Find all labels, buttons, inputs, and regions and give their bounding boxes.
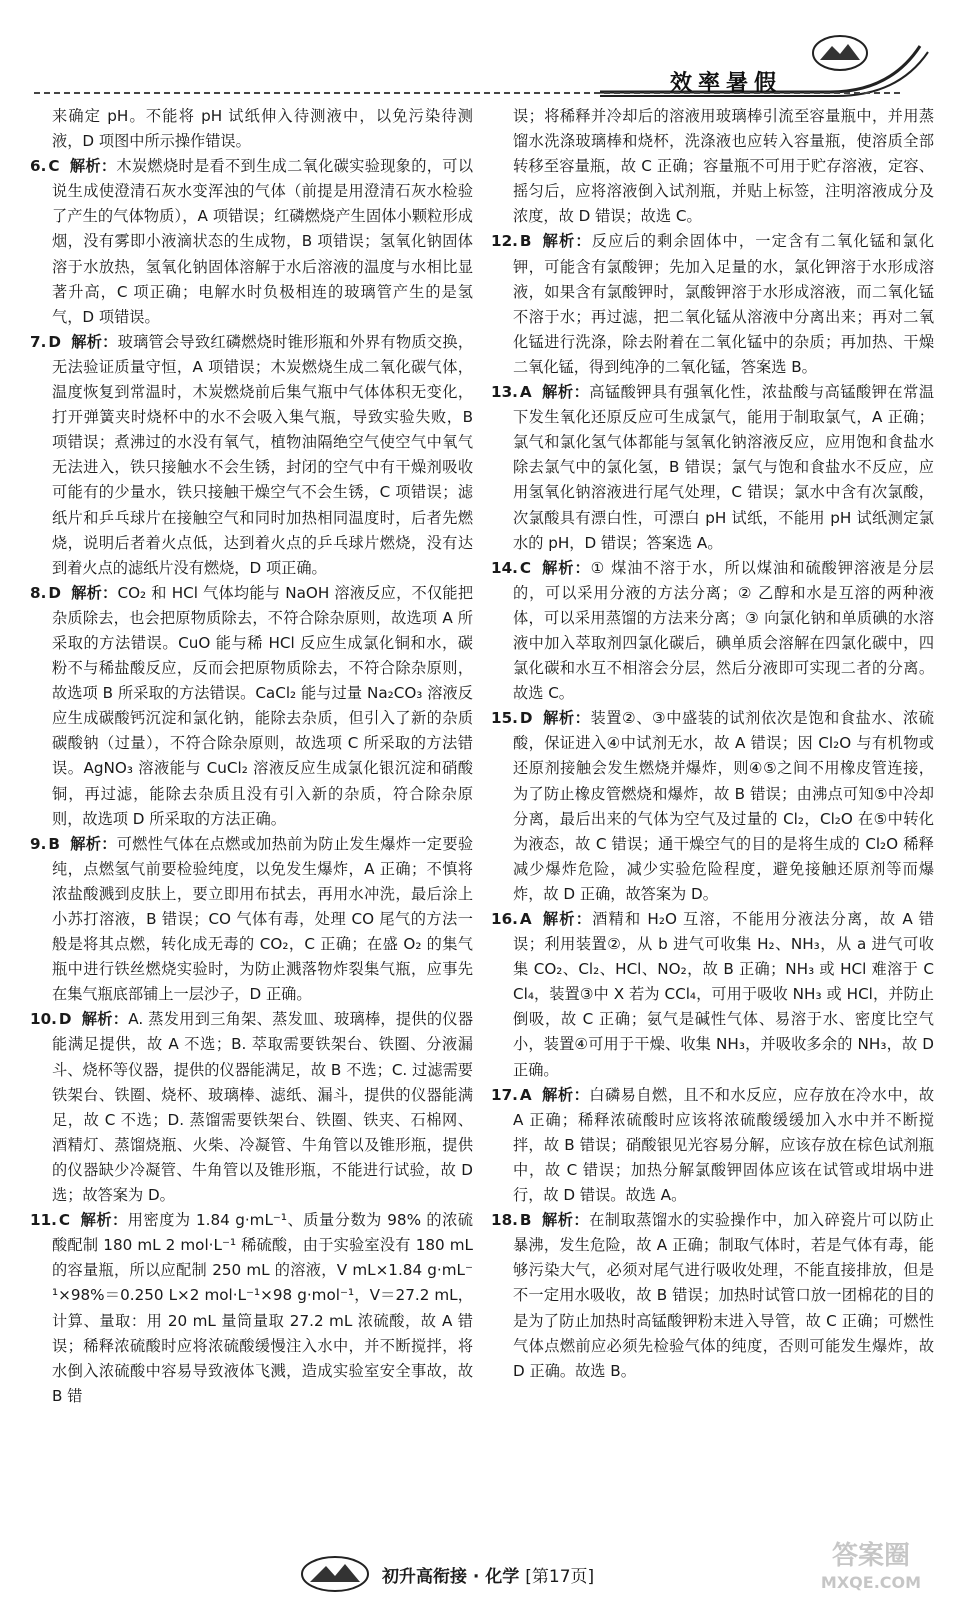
analysis-text: 玻璃管会导致红磷燃烧时锥形瓶和外界有物质交换，无法验证质量守恒，A 项错误；木炭燃烧生成二氧化碳气体，温度恢复到常温时，木炭燃烧前后集气瓶中气体体积无变化，打开弹簧夹时烧杯中的水不会吸入集气瓶，导致实验失败，B 项错误；煮沸过的水没有氧气，植物油隔绝空气使空气中氧气无法进入，铁只接触水不会生锈，封闭的空气中有干燥剂吸收可能有的少量水，铁只接触干燥空气不会生锈，C 项错误；滤纸片和乒乓球片在接触空气和同时加热相同温度时，后者先燃烧，说明后者着火点低，达到着火点的乒乓球片燃烧，没有达到着火点的滤纸片没有燃烧，D 项正确。: [52, 332, 474, 577]
analysis-text: 酒精和 H₂O 互溶，不能用分液法分离，故 A 错误；利用装置②，从 b 进气可收集 H₂、NH₃，从 a 进气可收集 CO₂、Cl₂、HCl、NO₂，故 B 正确；NH₃ 或 HCl 难溶于 CCl₄，装置③中 X 若为 CCl₄，可用于吸收 NH₃ 或 HCl，并防止倒吸，故 C 正确；氨气是碱性气体、易溶于水、密度比空气小，装置④可用于干燥、收集 NH₃，并吸收多余的 NH₃，故 D 正确。: [513, 910, 934, 1079]
analysis-label: 解析：: [541, 558, 591, 577]
answer-item: [491, 229, 934, 380]
answer-item: [491, 1083, 934, 1208]
analysis-label: 解析：: [541, 383, 590, 402]
answer-item: [491, 556, 934, 707]
item-number: 13.: [491, 383, 518, 402]
analysis-label: 解析：: [81, 1010, 129, 1029]
analysis-text: ① 煤油不溶于水，所以煤油和硫酸钾溶液是分层的，可以采用分液的方法分离；② 乙醇和水是互溶的两种液体，可以采用蒸馏的方法来分离；③ 向氯化钠和单质碘的水溶液中加入萃取剂四氯化碳后，碘单质会溶解在四氯化碳中，四氯化碳和水互不相溶会分层，然后分液即可实现二者的分离。故选 C。: [513, 558, 934, 703]
analysis-text: CO₂ 和 HCl 气体均能与 NaOH 溶液反应，不仅能把杂质除去，也会把原物质除去，不符合除杂原则，故选项 A 所采取的方法错误。CuO 能与稀 HCl 反应生成氯化铜和水，碳粉不与稀盐酸反应，反而会把原物质除去，不符合除杂原则，故选项 B 所采取的方法错误。CaCl₂ 能与过量 Na₂CO₃ 溶液反应生成碳酸钙沉淀和氯化钠，能除去杂质，但引入了新的杂质碳酸钠（过量），不符合除杂原则，故选项 C 所采取的方法错误。AgNO₃ 溶液能与 CuCl₂ 溶液反应生成氯化银沉淀和硝酸铜，再过滤，能除去杂质且没有引入新的杂质，符合除杂原则，故选项 D 所采取的方法正确。: [52, 583, 474, 828]
footer-text: [382, 1562, 594, 1587]
item-number: 10.: [30, 1010, 57, 1029]
answer-letter: D: [48, 583, 61, 602]
footer-page-number: [第17页]: [525, 1567, 595, 1587]
left-column: [30, 104, 473, 1544]
analysis-label: 解析：: [541, 232, 592, 251]
item-number: 15.: [491, 709, 518, 728]
answer-letter: B: [519, 232, 532, 251]
answer-item: [491, 706, 934, 907]
item-number: 11.: [30, 1211, 57, 1230]
header-title: 效率暑假: [669, 71, 782, 96]
analysis-text: 木炭燃烧时是看不到生成二氧化碳实验现象的，可以说生成使澄清石灰水变浑浊的气体（前提是用澄清石灰水检验了产生的气体物质），A 项错误；红磷燃烧产生固体小颗粒形成烟，没有雾即小液滴状态的生成物，B 项错误；氢氧化钠固体溶于水放热，氢氧化钠固体溶解于水后溶液的温度与水相比显著升高，C 项正确；电解水时负极相连的玻璃管产生的是氢气，D 项错误。: [52, 157, 474, 326]
answer-letter: B: [48, 834, 60, 853]
answer-item: [30, 1208, 473, 1409]
answer-item: [30, 1007, 473, 1208]
analysis-text: 白磷易自燃，且不和水反应，应存放在冷水中，故 A 正确；稀释浓硫酸时应该将浓硫酸缓缓加入水中并不断搅拌，故 B 错误；硝酸银见光容易分解，应该存放在棕色试剂瓶中，故 C 错误；加热分解氯酸钾固体应该在试管或坩埚中进行，故 D 错误。故选 A。: [513, 1085, 935, 1205]
analysis-label: 解析：: [541, 1211, 590, 1230]
analysis-text: 反应后的剩余固体中，一定含有二氧化锰和氯化钾，可能含有氯酸钾；先加入足量的水，氯化钾溶于水形成溶液，如果含有氯酸钾时，氯酸钾溶于水形成溶液，而二氧化锰不溶于水；再过滤，把二氧化锰从溶液中分离出来；再对二氧化锰进行洗涤，除去附着在二氧化锰中的杂质；再加热、干燥二氧化锰，得到纯净的二氧化锰，答案选 B。: [513, 232, 935, 376]
answer-letter: D: [48, 332, 61, 351]
item-number: 8.: [30, 583, 47, 602]
answer-item: [491, 104, 934, 229]
page-header: [0, 0, 960, 100]
analysis-text: 高锰酸钾具有强氧化性，浓盐酸与高锰酸钾在常温下发生氧化还原反应可生成氯气，能用于制取氯气，A 正确；氯气和氯化氢气体都能与氢氧化钠溶液反应，应用饱和食盐水除去氯气中的氯化氢，B 错误；氯气与饱和食盐水不反应，应用氢氧化钠溶液进行尾气处理，C 错误；氯水中含有次氯酸，次氯酸具有漂白性，可漂白 pH 试纸，不能用 pH 试纸测定氯水的 pH，D 错误；答案选 A。: [513, 383, 935, 552]
answer-item: [491, 907, 934, 1083]
analysis-text: 误；将稀释并冷却后的溶液用玻璃棒引流至容量瓶中，并用蒸馏水洗涤玻璃棒和烧杯，洗涤液也应转入容量瓶，使溶质全部转移至容量瓶，故 C 正确；容量瓶不可用于贮存溶液，定容、摇匀后，应将溶液倒入试剂瓶，并贴上标签，注明溶液成分及浓度，故 D 错误；故选 C。: [513, 107, 934, 226]
analysis-text: 可燃性气体在点燃或加热前为防止发生爆炸一定要验纯，点燃氢气前要检验纯度，以免发生爆炸，A 正确；不慎将浓盐酸溅到皮肤上，要立即用布拭去，再用水冲洗，最后涂上小苏打溶液，B 错误；CO 气体有毒，处理 CO 尾气的方法一般是将其点燃，转化成无毒的 CO₂，C 正确；在盛 O₂ 的集气瓶中进行铁丝燃烧实验时，为防止溅落物炸裂集气瓶，应事先在集气瓶底部铺上一层沙子，D 正确。: [52, 834, 474, 1004]
answer-item: [491, 1208, 934, 1384]
item-number: 6.: [30, 157, 47, 176]
answer-letter: C: [48, 157, 60, 176]
item-number: 12.: [491, 232, 518, 251]
answer-letter: C: [519, 558, 532, 577]
answer-letter: D: [58, 1010, 72, 1029]
publisher-logo-icon: [812, 34, 868, 72]
footer-label: 初升高衔接 · 化学: [382, 1567, 520, 1587]
analysis-label: 解析：: [542, 709, 591, 728]
analysis-label: 解析：: [541, 1085, 590, 1104]
analysis-text: A. 蒸发用到三角架、蒸发皿、玻璃棒，提供的仪器能满足提供，故 A 不选；B. 萃取需要铁架台、铁圈、分液漏斗、烧杯等仪器，提供的仪器能满足，故 B 不选；C. 过滤需要铁架台、铁圈、烧杯、玻璃棒、滤纸、漏斗，提供的仪器能满足，故 C 不选；D. 蒸馏需要铁架台、铁圈、铁夹、石棉网、酒精灯、蒸馏烧瓶、火柴、冷凝管、牛角管以及锥形瓶，提供的仪器缺少冷凝管、牛角管以及锥形瓶，不能进行试验，故 D 选；故答案为 D。: [52, 1010, 474, 1205]
answer-columns: [30, 104, 935, 1544]
analysis-label: 解析：: [80, 1211, 128, 1230]
analysis-label: 解析：: [541, 910, 593, 928]
item-number: 9.: [30, 834, 47, 853]
analysis-text: 用密度为 1.84 g·mL⁻¹、质量分数为 98% 的浓硫酸配制 180 mL 2 mol·L⁻¹ 稀硫酸，由于实验室没有 180 mL 的容量瓶，所以应配制 250 mL 的溶液，V mL×1.84 g·mL⁻¹×98%＝0.250 L×2 mol·L⁻¹×98 g·mol⁻¹，V＝27.2 mL，计算、量取：用 20 mL 量筒量取 27.2 mL 浓硫酸，故 A 错误；稀释浓硫酸时应将浓硫酸缓慢注入水中，并不断搅拌，将水倒入浓硫酸中容易导致液体飞溅，造成实验室安全事故，故 B 错: [52, 1211, 473, 1405]
answer-item: [30, 832, 473, 1008]
answer-letter: B: [519, 1211, 532, 1230]
analysis-text: 在制取蒸馏水的实验操作中，加入碎瓷片可以防止暴沸，发生危险，故 A 正确；制取气体时，若是气体有毒，能够污染大气，必须对尾气进行吸收处理，不能直接排放，但是不一定用水吸收，故 B 错误；加热时试管口放一团棉花的目的是为了防止加热时高锰酸钾粉末进入导管，故 C 正确；可燃性气体点燃前应必须先检验气体的纯度，否则可能发生爆炸，故 D 正确。故选 B。: [513, 1211, 935, 1380]
item-number: 17.: [491, 1085, 518, 1104]
analysis-label: 解析：: [70, 332, 118, 351]
svg-text:MXQE.COM: MXQE.COM: [820, 1573, 922, 1592]
answer-letter: C: [58, 1211, 71, 1230]
answer-letter: A: [519, 910, 532, 928]
answer-item: [491, 380, 934, 556]
item-number: 7.: [30, 332, 47, 351]
answer-letter: A: [519, 383, 532, 402]
analysis-label: 解析：: [70, 583, 118, 602]
analysis-label: 解析：: [69, 834, 117, 853]
header-divider: [34, 92, 900, 94]
analysis-text: 装置②、③中盛装的试剂依次是饱和食盐水、浓硫酸，保证进入④中试剂无水，故 A 错误；因 Cl₂O 与有机物或还原剂接触会发生燃烧并爆炸，则④⑤之间不用橡皮管连接，为了防止橡皮管燃烧和爆炸，故 B 错误；由沸点可知⑤中冷却分离，最后出来的气体为空气及过量的 Cl₂，Cl₂O 在⑤中转化为液态，故 C 错误；通干燥空气的目的是将生成的 Cl₂O 稀释减少爆炸危险，减少实验危险程度，避免接触还原剂等而爆炸，故 D 正确，故答案为 D。: [513, 709, 934, 903]
answer-item: [30, 581, 473, 832]
answer-item: [30, 154, 473, 330]
answer-letter: A: [519, 1085, 532, 1104]
watermark-logo: [796, 1534, 946, 1594]
answer-letter: D: [519, 709, 533, 728]
analysis-label: 解析：: [69, 157, 117, 176]
item-number: 18.: [491, 1211, 518, 1230]
intro-continuation: 来确定 pH。不能将 pH 试纸伸入待测液中，以免污染待测液，D 项图中所示操作错误。: [52, 107, 473, 151]
svg-text:答案圈: 答案圈: [831, 1541, 911, 1571]
answer-item: [30, 330, 473, 581]
item-number: 14.: [491, 558, 518, 577]
right-column: [491, 104, 934, 1544]
footer-logo-icon: [300, 1554, 370, 1594]
item-number: 16.: [491, 910, 518, 928]
